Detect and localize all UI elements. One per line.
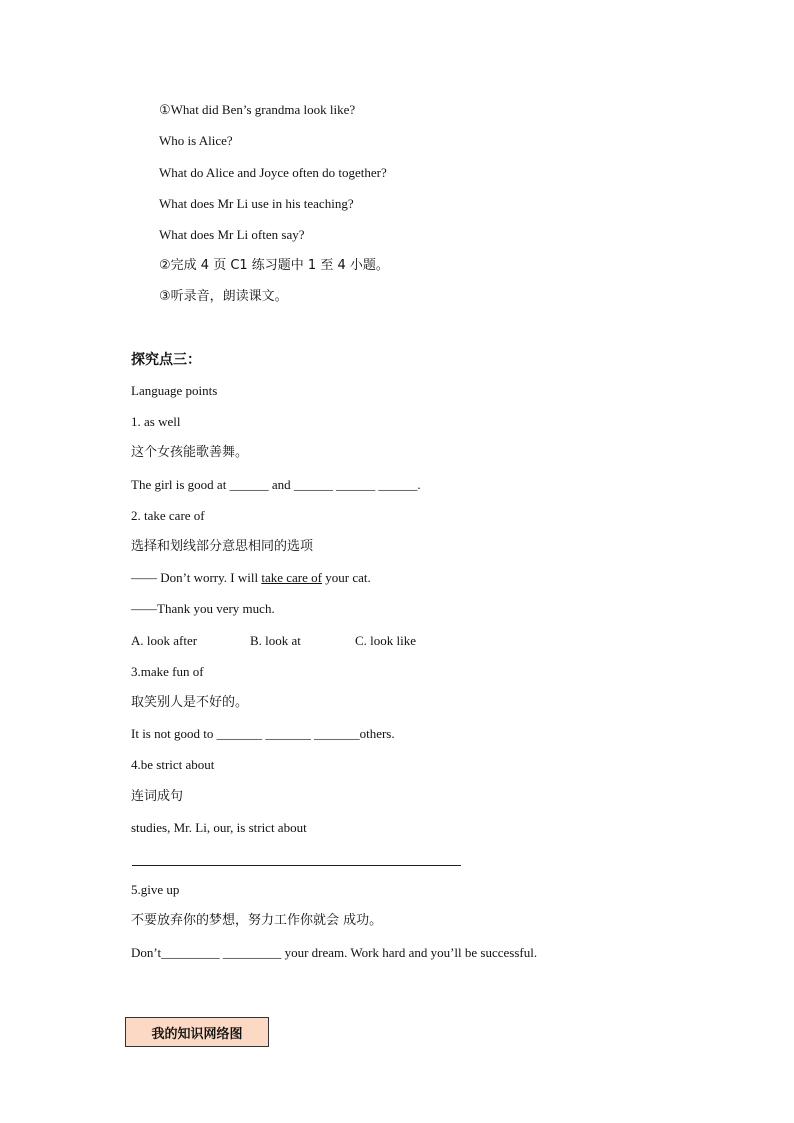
point-2-dialog-1 <box>131 569 371 587</box>
question-5: What does Mr Li often say? <box>159 227 305 242</box>
point-1-chinese: 这个女孩能歌善舞。 <box>131 445 249 460</box>
question-2: Who is Alice? <box>159 133 233 148</box>
underlined-phrase: take care of <box>261 570 322 585</box>
point-5-sentence: Don’t_________ _________ your dream. Work hard and you’ll be successful. <box>131 945 538 960</box>
point-4-words: studies, Mr. Li, our, is strict about <box>131 820 307 835</box>
dialog-1-start: —— Don’t worry. I will <box>131 570 262 585</box>
point-1-sentence: The girl is good at ______ and ______ ______ ______. <box>131 477 421 492</box>
question-4: What does Mr Li use in his teaching? <box>159 196 354 211</box>
point-3-sentence: It is not good to _______ _______ _______others. <box>131 726 395 741</box>
point-2-chinese: 选择和划线部分意思相同的选项 <box>131 539 314 554</box>
option-a: A. look after <box>131 633 198 648</box>
question-1: ①What did Ben’s grandma look like? <box>159 102 356 117</box>
option-b: B. look at <box>250 633 301 648</box>
point-1-title: 1. as well <box>131 414 181 429</box>
dialog-1-end: your cat. <box>321 570 371 585</box>
point-4-title: 4.be strict about <box>131 757 215 772</box>
point-5-chinese: 不要放弃你的梦想，努力工作你就会 成功。 <box>131 913 383 928</box>
question-3: What do Alice and Joyce often do together? <box>159 165 387 180</box>
point-2-dialog-2: ——Thank you very much. <box>131 601 275 616</box>
point-4-chinese: 连词成句 <box>131 789 184 804</box>
task-3: ③听录音，朗读课文。 <box>159 289 288 304</box>
answer-line <box>132 865 461 866</box>
section-heading: 探究点三： <box>131 352 201 368</box>
section-subtitle: Language points <box>131 383 218 398</box>
point-3-chinese: 取笑别人是不好的。 <box>131 695 249 710</box>
knowledge-network-box: 我的知识网络图 <box>125 1017 269 1047</box>
point-3-title: 3.make fun of <box>131 664 204 679</box>
point-2-title: 2. take care of <box>131 508 205 523</box>
point-5-title: 5.give up <box>131 882 180 897</box>
option-c: C. look like <box>355 633 417 648</box>
task-2: ②完成 4 页 C1 练习题中 1 至 4 小题。 <box>159 258 389 273</box>
